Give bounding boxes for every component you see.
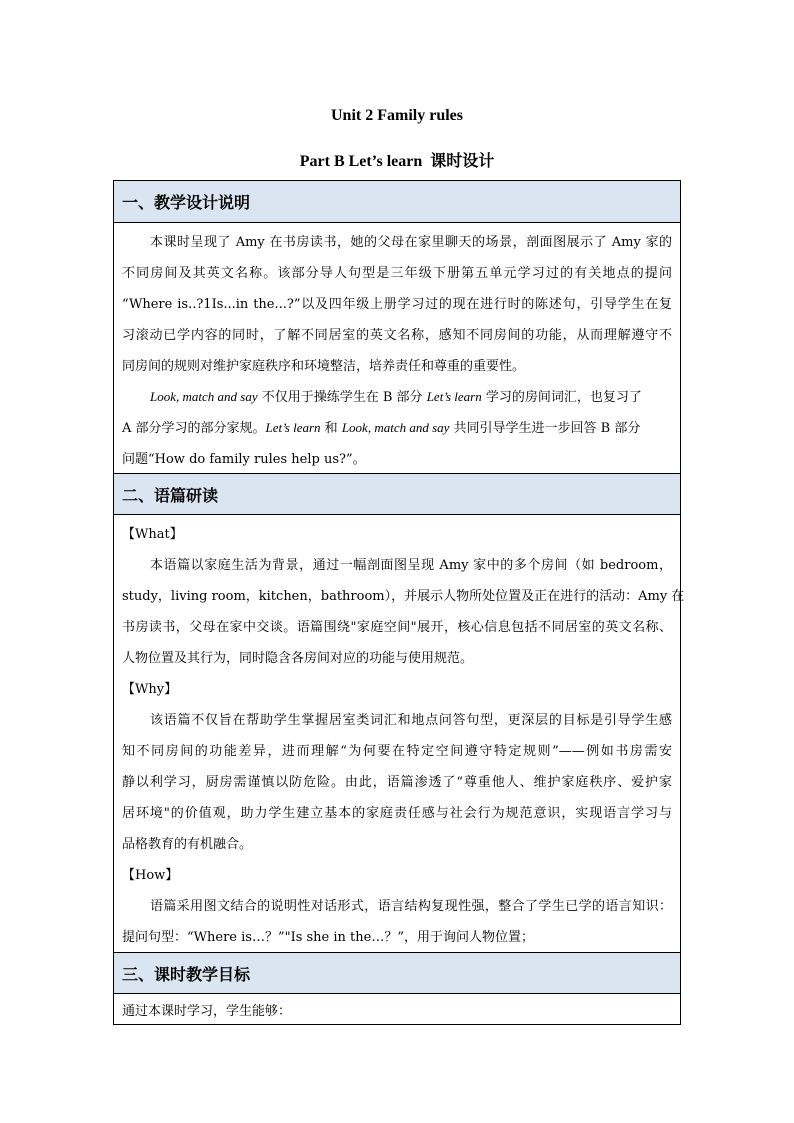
s1-p2-text-d: 和 (320, 421, 342, 436)
how-label: 【How】 (122, 868, 179, 883)
s1-p1-line2: 不同房间及其英文名称。该部分导人句型是三年级下册第五单元学习过的有关地点的提问 (122, 266, 672, 281)
section2-heading: 二、语篇研读 (122, 486, 219, 505)
s1-p2-text-e: 共同引导学生进一步回答 B 部分 (449, 421, 641, 436)
lesson-table (113, 180, 685, 1025)
why-line1: 该语篇不仅旨在帮助学生掌握居室类词汇和地点问答句型，更深层的目标是引导学生感 (150, 713, 672, 728)
section2-header (114, 473, 680, 515)
s1-p2-text-a: 不仅用于操练学生在 B 部分 (257, 390, 427, 405)
how-line1: 语篇采用图文结合的说明性对话形式，语言结构复现性强，整合了学生已学的语言知识： (150, 899, 672, 914)
what-line3: 书房读书，父母在家中交谈。语篇围绕"家庭空间"展开，核心信息包括不同居室的英文名称、 (122, 620, 672, 635)
why-line3: 静以利学习，厨房需谨慎以防危险。由此，语篇渗透了“尊重他人、维护家庭秩序、爱护家 (122, 775, 672, 790)
s1-p2-lets-learn-2: Let’s learn (265, 420, 321, 435)
section3-heading: 三、课时教学目标 (122, 965, 251, 984)
section1-heading: 一、教学设计说明 (122, 193, 251, 212)
subtitle-en: Part B Let’s learn (299, 153, 423, 170)
what-line4: 人物位置及其行为，同时隐含各房间对应的功能与使用规范。 (122, 651, 474, 666)
how-line2: 提问句型：“Where is…？”"Is she in the…？”，用于询问人物位置； (122, 930, 534, 945)
why-label: 【Why】 (122, 682, 178, 697)
s1-p1-line5: 同房间的规则对维护家庭秩序和环境整洁，培养责任和尊重的重要性。 (122, 359, 526, 374)
subtitle-cn: 课时设计 (430, 151, 495, 170)
what-label: 【What】 (122, 527, 183, 542)
why-line4: 居环境"的价值观，助力学生建立基本的家庭责任感与社会行为规范意识，实现语言学习与 (122, 806, 672, 821)
what-line1: 本语篇以家庭生活为背景，通过一幅剖面图呈现 Amy 家中的多个房间（如 bedroom， (150, 558, 672, 573)
section3-header (114, 952, 680, 994)
why-line5: 品格教育的有机融合。 (122, 837, 253, 852)
s1-p2-activity: Look, match and say (150, 389, 258, 404)
s1-p2-lets-learn: Let’s learn (426, 389, 482, 404)
s1-p2-line3: 问题“How do family rules help us?”。 (122, 452, 366, 467)
why-line2: 知不同房间的功能差异，进而理解“为何要在特定空间遵守特定规则”——例如书房需安 (122, 744, 672, 759)
document-subtitle (0, 148, 794, 171)
s1-p1-line4: 习滚动已学内容的同时，了解不同居室的英文名称，感知不同房间的功能，从而理解遵守不 (122, 328, 672, 343)
s1-p2-activity-2: Look, match and say (341, 420, 450, 435)
s3-intro: 通过本课时学习，学生能够： (122, 1004, 292, 1019)
s1-p2-line1 (150, 386, 672, 405)
section3-body (114, 994, 680, 1024)
s1-p2-text-c: A 部分学习的部分家规。 (122, 421, 266, 436)
s1-p2-text-b: 学习的房间词汇，也复习了 (481, 390, 642, 405)
s1-p1-line1: 本课时呈现了 Amy 在书房读书，她的父母在家里聊天的场景，剖面图展示了 Amy 家的 (150, 235, 672, 250)
document-title: Unit 2 Family rules (331, 107, 463, 124)
section1-header (114, 181, 680, 223)
section1-body (114, 223, 680, 473)
s1-p1-line3: “Where is..?1Is...in the...?”以及四年级上册学习过的现在进行时的陈述句，引导学生在复 (122, 297, 672, 312)
what-line2: study，living room，kitchen，bathroom），并展示人物所处位置及正在进行的活动：Amy 在 (122, 589, 685, 604)
s1-p2-line2 (122, 417, 672, 436)
section2-body (114, 515, 685, 952)
